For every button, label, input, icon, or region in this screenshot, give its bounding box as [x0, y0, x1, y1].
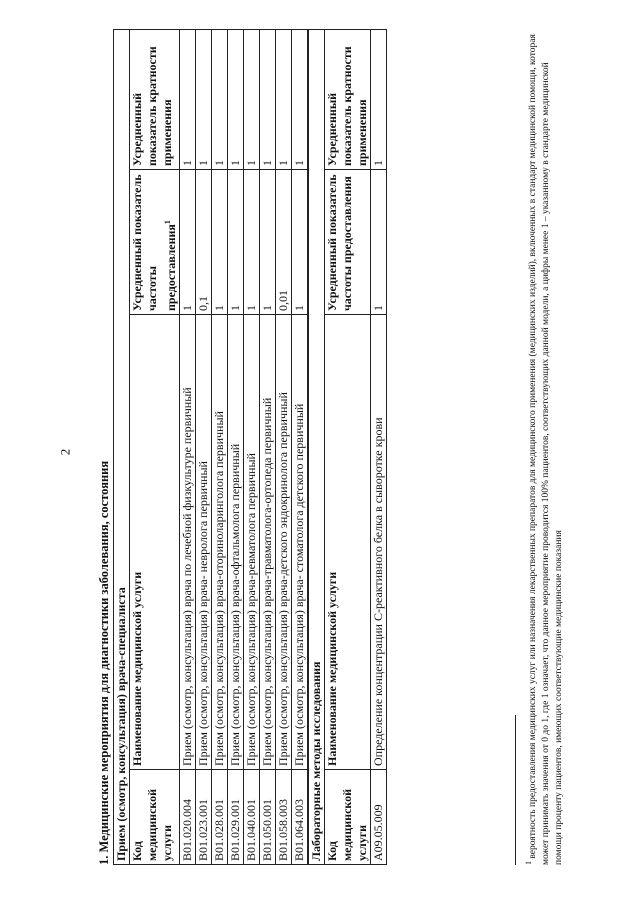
table-row	[260, 29, 276, 864]
table-row	[212, 29, 228, 864]
column-header-code: Код медицинской услуги	[130, 770, 180, 865]
table-row	[244, 29, 260, 864]
service-code: B01.040.001	[244, 770, 260, 865]
table-row	[196, 29, 212, 864]
table-header-row	[325, 29, 371, 864]
footnote	[515, 30, 566, 865]
service-code: B01.058.003	[276, 770, 292, 865]
multiplicity-value: 1	[212, 29, 228, 169]
frequency-value: 1	[228, 170, 244, 315]
table-row	[276, 29, 292, 864]
service-code: B01.029.001	[228, 770, 244, 865]
service-code: A09.05.009	[371, 770, 387, 865]
table-row	[180, 29, 196, 864]
service-name: Прием (осмотр, консультация) врача- стоматолога детского первичный	[292, 315, 308, 770]
service-name: Прием (осмотр, консультация) врача-оториноларинголога первичный	[212, 315, 228, 770]
frequency-value: 1	[180, 170, 196, 315]
table-row	[292, 29, 308, 864]
service-code: B01.023.001	[196, 770, 212, 865]
service-name: Прием (осмотр, консультация) врача-травматолога-ортопеда первичный	[260, 315, 276, 770]
specialist-consultations-table	[113, 29, 308, 865]
frequency-value: 1	[292, 170, 308, 315]
section-title: 1. Медицинские мероприятия для диагностики заболевания, состояния	[97, 460, 111, 865]
service-code: B01.028.001	[212, 770, 228, 865]
frequency-value: 1	[212, 170, 228, 315]
table-subheader: Прием (осмотр, консультация) врача-специалиста	[114, 29, 130, 864]
table-subheader-row	[114, 29, 130, 864]
footnote-divider	[515, 715, 516, 865]
multiplicity-value: 1	[276, 29, 292, 169]
page-number: 2	[57, 448, 73, 456]
multiplicity-value: 1	[196, 29, 212, 169]
multiplicity-value: 1	[260, 29, 276, 169]
table-subheader-row	[309, 29, 325, 864]
column-header-multiplicity: Усредненный показатель кратности применения	[325, 29, 371, 169]
rotated-page-content	[95, 30, 615, 865]
table-row	[371, 29, 387, 864]
service-name: Прием (осмотр, консультация) врача-детского эндокринолога первичный	[276, 315, 292, 770]
service-name: Прием (осмотр, консультация) врача-офтальмолога первичный	[228, 315, 244, 770]
column-header-frequency	[130, 170, 180, 315]
service-name: Определение концентрации С-реактивного белка в сыворотке крови	[371, 315, 387, 770]
service-code: B01.050.001	[260, 770, 276, 865]
service-name: Прием (осмотр, консультация) врача по лечебной физкультуре первичный	[180, 315, 196, 770]
column-header-code: Код медицинской услуги	[325, 770, 371, 865]
multiplicity-value: 1	[180, 29, 196, 169]
laboratory-methods-table	[308, 29, 387, 865]
column-header-name: Наименование медицинской услуги	[325, 315, 371, 770]
column-header-frequency-text: Усредненный показатель частоты предоставления	[130, 174, 178, 311]
frequency-value: 0,01	[276, 170, 292, 315]
multiplicity-value: 1	[292, 29, 308, 169]
frequency-value: 1	[371, 170, 387, 315]
multiplicity-value: 1	[228, 29, 244, 169]
service-name: Прием (осмотр, консультация) врача- невролога первичный	[196, 315, 212, 770]
table-header-row	[130, 29, 180, 864]
service-name: Прием (осмотр, консультация) врача-ревматолога первичный	[244, 315, 260, 770]
footnote-text: вероятность предоставления медицинских услуг или назначения лекарственных препаратов для медицинского применения (медицинских изделий), включенных в стандарт медицинской помощи, которая может принимать значения от 0 до 1, где 1 означает, что данное мероприятие проводится 100% пациентов, соответствующих данной модели, а цифры менее 1 – указанному в стандарте медицинской помощи проценту пациентов, имеющих соответствующие медицинские показания	[528, 34, 565, 865]
frequency-value: 1	[244, 170, 260, 315]
table-row	[228, 29, 244, 864]
frequency-value: 0,1	[196, 170, 212, 315]
table-subheader: Лабораторные методы исследования	[309, 29, 325, 864]
column-header-name: Наименование медицинской услуги	[130, 315, 180, 770]
service-code: B01.020.004	[180, 770, 196, 865]
multiplicity-value: 1	[244, 29, 260, 169]
footnote-marker: 1	[524, 861, 533, 865]
frequency-value: 1	[260, 170, 276, 315]
footnote-marker: 1	[163, 220, 172, 225]
service-code: B01.064.003	[292, 770, 308, 865]
column-header-frequency: Усредненный показатель частоты предоставления	[325, 170, 371, 315]
column-header-multiplicity: Усредненный показатель кратности применения	[130, 29, 180, 169]
multiplicity-value: 1	[371, 29, 387, 169]
